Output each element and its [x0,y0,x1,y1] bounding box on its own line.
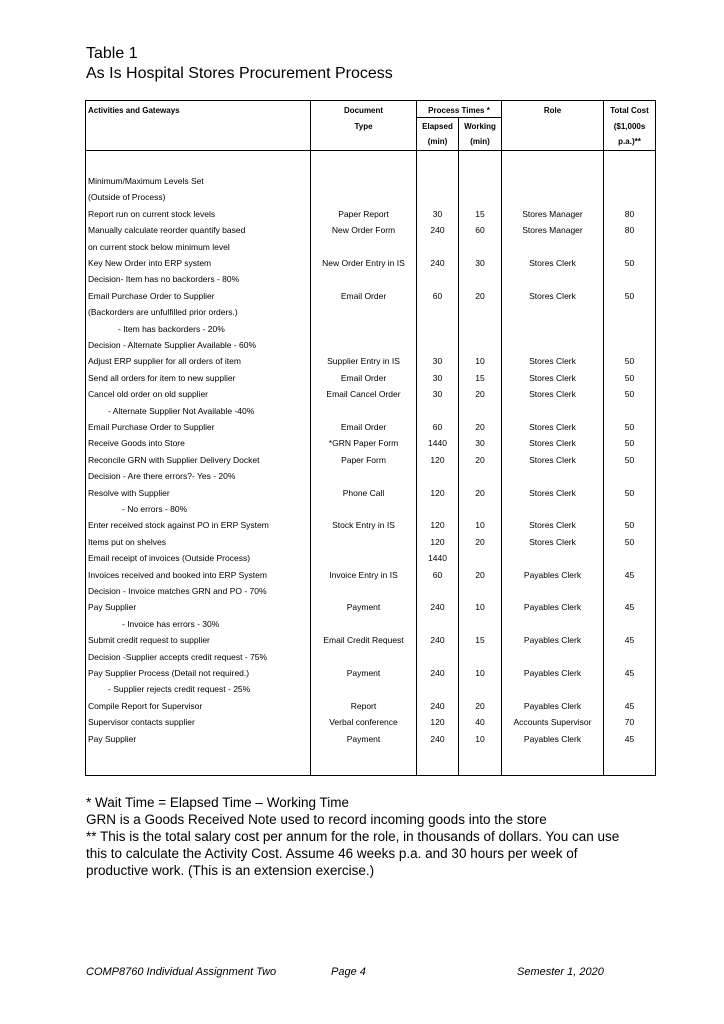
table-row [86,189,655,205]
table-row [86,452,655,468]
row-document-type: Phone Call [342,487,385,498]
header-total-cost-unit: ($1,000s [613,122,646,131]
row-document-type: New Order Entry in IS [322,258,405,268]
row-working: 30 [475,258,485,268]
process-table [85,100,656,776]
row-document-type: Paper Report [338,208,389,219]
row-document-type: Email Credit Request [323,635,404,646]
header-elapsed: Elapsed [422,122,453,131]
row-elapsed: 120 [430,536,445,547]
row-total-cost: 50 [624,290,635,301]
row-role: Stores Clerk [529,520,576,531]
row-activity: Minimum/Maximum Levels Set [88,176,204,186]
table-row [86,255,655,271]
table-row [86,239,655,255]
row-total-cost: 50 [624,389,635,400]
row-activity: Email Purchase Order to Supplier [88,422,215,432]
row-document-type: Supplier Entry in IS [327,356,400,367]
table-row [86,517,655,533]
row-activity: (Outside of Process) [88,192,166,203]
table-row [86,386,655,402]
header-working: Working [464,122,496,131]
row-activity: - Supplier rejects credit request - 25% [108,684,251,695]
table-row [86,370,655,386]
row-activity: Enter received stock against PO in ERP System [88,520,269,531]
row-document-type: New Order Form [331,225,396,236]
row-role: Payables Clerk [523,635,582,646]
table-row [86,206,655,222]
table-row [86,353,655,369]
table-row [86,534,655,550]
row-total-cost: 45 [624,733,635,744]
row-elapsed: 120 [430,487,445,498]
header-activities: Activities and Gateways [88,106,180,115]
table-row [86,468,655,484]
row-working: 20 [475,536,485,547]
header-role: Role [543,106,562,115]
footer-course: COMP8760 Individual Assignment Two [86,966,277,978]
row-activity: Submit credit request to supplier [88,635,210,646]
row-document-type: Payment [346,733,381,744]
row-activity: Pay Supplier [88,733,137,744]
table-row [86,173,655,189]
row-document-type: *GRN Paper Form [328,438,399,449]
row-elapsed: 30 [432,372,443,383]
row-activity: Send all orders for item to new supplier [88,372,236,383]
row-activity: Decision- Item has no backorders - 80% [88,274,240,285]
row-total-cost: 80 [624,225,635,236]
table-caption: As Is Hospital Stores Procurement Process [86,65,393,82]
row-total-cost: 50 [624,487,635,498]
row-working: 15 [475,635,485,646]
row-elapsed: 30 [432,389,443,400]
row-working: 20 [475,454,485,465]
row-role: Stores Clerk [529,356,576,367]
row-activity: Items put on shelves [88,536,166,547]
row-working: 10 [475,602,485,613]
header-divider [86,150,655,151]
table-row [86,649,655,665]
row-role: Payables Clerk [523,569,582,580]
row-activity: on current stock below minimum level [88,241,230,252]
row-document-type: Stock Entry in IS [332,520,395,531]
row-activity: - Item has backorders - 20% [118,323,225,334]
row-role: Stores Clerk [529,258,576,268]
table-row [86,304,655,320]
row-activity: Supervisor contacts supplier [88,717,195,728]
table-row [86,599,655,615]
note-salary-end: productive work. (This is an extension exercise.) [86,863,375,878]
row-total-cost: 50 [624,454,635,465]
row-activity: Compile Report for Supervisor [88,700,203,711]
row-document-type: Verbal conference [329,717,398,728]
table-row [86,435,655,451]
table-row [86,501,655,517]
row-total-cost: 50 [624,356,635,367]
row-elapsed: 60 [432,569,443,580]
header-total-cost-period: p.a.)** [618,137,641,146]
row-activity: Resolve with Supplier [88,487,170,498]
row-total-cost: 45 [624,635,635,646]
note-salary-cont: this to calculate the Activity Cost. Assume 46 weeks p.a. and 30 hours per week of [86,846,578,861]
row-role: Stores Clerk [529,290,576,301]
row-total-cost: 50 [624,520,635,531]
row-role: Payables Clerk [523,668,582,678]
table-row [86,632,655,648]
row-activity: Key New Order into ERP system [88,258,212,268]
row-activity: Report run on current stock levels [88,208,216,219]
row-document-type: Email Cancel Order [326,389,401,400]
row-elapsed: 60 [432,422,443,432]
row-role: Stores Clerk [529,422,576,432]
footer-page: Page 4 [331,966,366,978]
row-working: 15 [475,372,485,383]
row-elapsed: 30 [432,356,443,367]
row-role: Stores Clerk [529,438,576,449]
table-row [86,550,655,566]
row-elapsed: 240 [430,668,445,678]
row-elapsed: 120 [430,454,445,465]
table-row [86,698,655,714]
row-document-type: Payment [346,602,381,613]
note-salary: ** This is the total salary cost per annum for the role, in thousands of dollars. You can use [86,829,620,844]
row-working: 20 [475,290,485,301]
row-activity: Reconcile GRN with Supplier Delivery Docket [88,454,260,465]
row-role: Payables Clerk [523,602,582,613]
row-activity: Decision - Invoice matches GRN and PO - 70% [88,586,267,596]
header-document: Document [343,106,384,115]
row-activity: Receive Goods into Store [88,438,185,449]
row-role: Stores Clerk [529,389,576,400]
row-document-type: Invoice Entry in IS [329,569,398,580]
row-working: 10 [475,668,485,678]
row-elapsed: 1440 [428,438,447,449]
row-elapsed: 240 [430,635,445,646]
row-working: 15 [475,208,485,219]
row-role: Stores Clerk [529,454,576,465]
table-row [86,403,655,419]
table-row [86,681,655,697]
row-role: Payables Clerk [523,700,582,711]
table-row [86,337,655,353]
table-row [86,222,655,238]
row-total-cost: 70 [624,717,635,728]
row-document-type: Email Order [340,372,387,383]
row-role: Stores Manager [522,225,583,236]
row-total-cost: 45 [624,569,635,580]
row-document-type: Email Order [340,422,387,432]
row-activity: (Backorders are unfulfilled prior orders.) [88,307,238,318]
row-elapsed: 1440 [428,553,447,564]
row-role: Stores Clerk [529,487,576,498]
table-row [86,321,655,337]
header-total-cost: Total Cost [610,106,649,115]
row-role: Payables Clerk [523,733,582,744]
row-activity: Decision - Are there errors?- Yes - 20% [88,471,236,482]
row-activity: Cancel old order on old supplier [88,389,209,400]
table-row [86,616,655,632]
row-activity: Pay Supplier Process (Detail not required.) [88,668,250,678]
row-working: 60 [475,225,485,236]
header-process-times: Process Times * [428,106,490,115]
row-total-cost: 50 [624,438,635,449]
row-total-cost: 80 [624,208,635,219]
row-working: 10 [475,733,485,744]
table-row [86,485,655,501]
row-working: 20 [475,487,485,498]
table-notes [86,794,686,879]
row-elapsed: 60 [432,290,443,301]
row-total-cost: 45 [624,668,635,678]
row-document-type: Report [350,700,377,711]
row-document-type: Email Order [340,290,387,301]
row-working: 40 [475,717,485,728]
row-total-cost: 50 [624,258,635,268]
row-total-cost: 45 [624,700,635,711]
row-activity: - No errors - 80% [122,504,188,514]
table-number: Table 1 [86,45,138,62]
row-activity: Pay Supplier [88,602,137,613]
row-total-cost: 50 [624,372,635,383]
table-row [86,583,655,599]
note-grn: GRN is a Goods Received Note used to record incoming goods into the store [86,812,547,827]
row-activity: Decision - Alternate Supplier Available - 60% [88,340,257,350]
row-activity: Manually calculate reorder quantify based [88,225,246,236]
table-row [86,271,655,287]
row-role: Stores Manager [522,208,583,219]
row-working: 20 [475,569,485,580]
row-activity: - Alternate Supplier Not Available -40% [108,405,255,416]
note-wait-time: * Wait Time = Elapsed Time – Working Time [86,795,349,810]
row-working: 10 [475,356,485,367]
header-elapsed-unit: (min) [427,137,448,146]
row-elapsed: 30 [432,208,443,219]
header-document-type: Type [354,122,373,131]
footer-semester: Semester 1, 2020 [517,966,604,978]
table-row [86,567,655,583]
row-elapsed: 240 [430,733,445,744]
row-total-cost: 50 [624,422,635,432]
row-elapsed: 240 [430,700,445,711]
row-elapsed: 120 [430,520,445,531]
row-working: 20 [475,422,485,432]
header-working-unit: (min) [470,137,490,146]
row-role: Stores Clerk [529,536,576,547]
row-working: 10 [475,520,485,531]
row-activity: Decision -Supplier accepts credit request - 75% [88,651,268,662]
row-elapsed: 240 [430,258,445,268]
row-elapsed: 240 [430,225,445,236]
row-working: 30 [475,438,485,449]
row-working: 20 [475,389,485,400]
row-activity: Adjust ERP supplier for all orders of item [88,356,241,367]
table-row [86,714,655,730]
row-elapsed: 240 [430,602,445,613]
table-row [86,419,655,435]
row-activity: Email Purchase Order to Supplier [88,290,215,301]
table-row [86,665,655,681]
document-title [86,44,393,84]
row-elapsed: 120 [430,717,445,728]
table-row [86,288,655,304]
row-total-cost: 50 [624,536,635,547]
row-activity: Email receipt of invoices (Outside Process) [88,553,251,564]
table-row [86,731,655,747]
row-total-cost: 45 [624,602,635,613]
row-role: Accounts Supervisor [513,717,592,728]
row-activity: Invoices received and booked into ERP System [88,569,267,580]
row-document-type: Paper Form [341,454,386,465]
row-document-type: Payment [346,668,381,678]
row-role: Stores Clerk [529,372,576,383]
row-working: 20 [475,700,485,711]
row-activity: - Invoice has errors - 30% [122,618,220,629]
